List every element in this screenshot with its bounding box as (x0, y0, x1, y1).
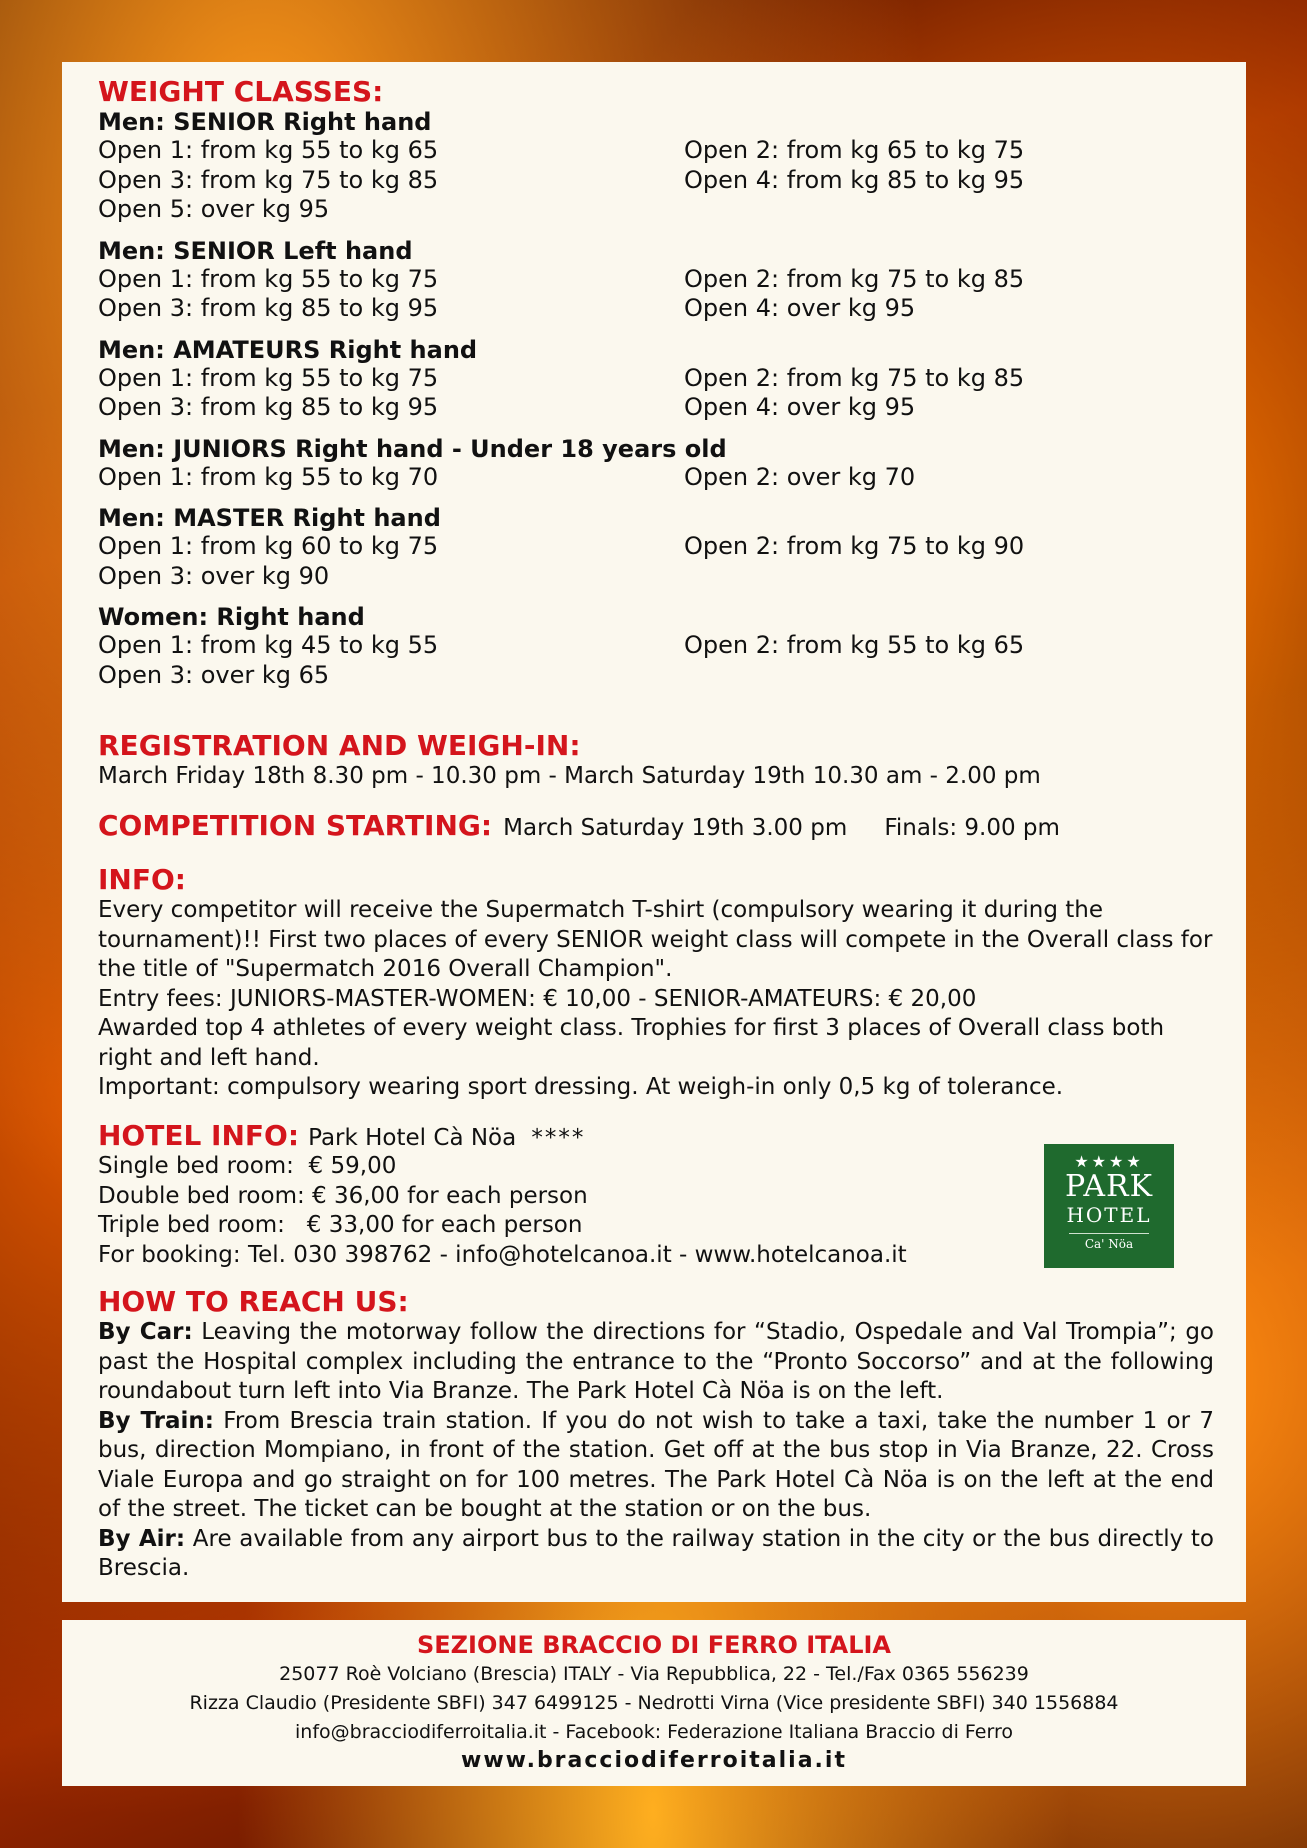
by-train-text: From Brescia train station. If you do not wish to take a taxi, take the number 1 or 7 bus, direction Mompiano, in front of the station. Get off at the bus stop in Via Branze, 22. Cross Viale Europa and go straight on for 100 metres. The Park Hotel Cà Nöa is on the left at the end of the street. The ticket can be bought at the station or on the bus. (98, 1407, 1214, 1522)
group-title: Women: Right hand (98, 603, 365, 631)
class-row (98, 562, 1214, 592)
group-women-right (98, 603, 1214, 690)
footer (62, 1620, 1246, 1786)
registration-heading: REGISTRATION AND WEIGH-IN: (98, 729, 581, 762)
by-air-text: Are available from any airport bus to the railway station in the city or the bus directly to Brescia. (98, 1525, 1215, 1581)
class-item: Open 2: from kg 65 to kg 75 (684, 136, 1025, 164)
class-item: Open 4: over kg 95 (684, 294, 916, 322)
by-car-label: By Car: (98, 1319, 193, 1345)
awards-text: Awarded top 4 athletes of every weight class. Trophies for first 3 places of Overall class both right and left hand. (98, 1015, 1165, 1071)
class-item: Open 2: from kg 75 to kg 85 (684, 363, 1025, 392)
hotel-section (98, 1120, 1006, 1270)
hotel-stars: **** (531, 1125, 586, 1151)
class-row (98, 136, 1214, 166)
class-item: Open 5: over kg 95 (98, 195, 330, 223)
footer-website-link[interactable]: www.bracciodiferroitalia.it (461, 1748, 847, 1773)
class-row (98, 463, 1214, 493)
group-senior-left (98, 237, 1214, 324)
class-item: Open 3: over kg 65 (98, 660, 330, 689)
info-section (98, 864, 1214, 1103)
competition-start: March Saturday 19th 3.00 pm (503, 815, 848, 841)
by-car (98, 1318, 1214, 1407)
hotel-heading: HOTEL INFO: (98, 1119, 300, 1152)
group-master-right (98, 504, 1214, 591)
class-item: Open 3: from kg 75 to kg 85 (98, 165, 439, 194)
class-item: Open 2: from kg 55 to kg 65 (684, 631, 1025, 659)
footer-contacts: Rizza Claudio (Presidente SBFI) 347 6499125 - Nedrotti Virna (Vice presidente SBFI) 340 1556884 (189, 1692, 1119, 1714)
competition-section (98, 810, 1214, 842)
double-room: Double bed room: € 36,00 for each person (98, 1182, 588, 1209)
class-row (98, 532, 1214, 562)
footer-address: 25077 Roè Volciano (Brescia) ITALY - Via Repubblica, 22 - Tel./Fax 0365 556239 (279, 1663, 1029, 1685)
class-item: Open 1: from kg 45 to kg 55 (98, 631, 439, 659)
by-air (98, 1525, 1214, 1584)
class-item: Open 2: from kg 75 to kg 90 (684, 532, 1025, 560)
class-item: Open 1: from kg 55 to kg 70 (98, 462, 439, 491)
class-item: Open 2: from kg 75 to kg 85 (684, 264, 1025, 293)
class-item: Open 4: from kg 85 to kg 95 (684, 165, 1025, 194)
reach-section (98, 1286, 1214, 1584)
group-title: Men: SENIOR Left hand (98, 236, 413, 265)
hotel-name: Park Hotel Cà Nöa (308, 1125, 517, 1151)
single-room: Single bed room: € 59,00 (98, 1153, 397, 1179)
logo-park: PARK (1064, 1169, 1154, 1204)
group-title: Men: AMATEURS Right hand (98, 335, 478, 364)
class-row (98, 661, 1214, 691)
class-row (98, 195, 1214, 225)
class-item: Open 4: over kg 95 (684, 393, 916, 421)
class-row (98, 265, 1214, 295)
group-amateurs-right (98, 336, 1214, 423)
group-title: Men: JUNIORS Right hand - Under 18 years old (98, 434, 727, 463)
class-item: Open 1: from kg 60 to kg 75 (98, 532, 439, 560)
weight-classes-section (98, 76, 1214, 690)
logo-canoa: Ca' Nöa (1069, 1233, 1149, 1251)
competition-finals: Finals: 9.00 pm (884, 815, 1060, 841)
by-air-label: By Air: (98, 1525, 186, 1552)
footer-email[interactable]: info@bracciodiferroitalia.it - Facebook: Federazione Italiana Braccio di Ferro (295, 1721, 1013, 1743)
class-row (98, 393, 1214, 423)
class-item: Open 3: over kg 90 (98, 561, 330, 590)
class-row (98, 631, 1214, 661)
group-senior-right (98, 108, 1214, 225)
by-train-label: By Train: (98, 1407, 214, 1434)
triple-room: Triple bed room: € 33,00 for each person (98, 1212, 583, 1238)
by-train (98, 1407, 1214, 1525)
main-panel (62, 62, 1246, 1602)
registration-text: March Friday 18th 8.30 pm - 10.30 pm - March Saturday 19th 10.30 am - 2.00 pm (98, 763, 1041, 789)
important-text: Important: compulsory wearing sport dressing. At weigh-in only 0,5 kg of tolerance. (98, 1074, 1064, 1100)
reach-heading: HOW TO REACH US: (98, 1285, 409, 1318)
group-title: Men: MASTER Right hand (98, 504, 441, 532)
class-row (98, 294, 1214, 324)
competition-heading: COMPETITION STARTING: (98, 809, 493, 842)
class-item: Open 3: from kg 85 to kg 95 (98, 294, 439, 322)
weight-classes-heading: WEIGHT CLASSES: (98, 75, 384, 108)
class-item: Open 1: from kg 55 to kg 65 (98, 136, 439, 164)
footer-title: SEZIONE BRACCIO DI FERRO ITALIA (416, 1631, 892, 1659)
class-row (98, 166, 1214, 196)
info-heading: INFO: (98, 863, 186, 896)
park-hotel-logo (1044, 1144, 1174, 1268)
group-juniors-right (98, 435, 1214, 493)
class-item: Open 2: over kg 70 (684, 462, 916, 491)
class-item: Open 1: from kg 55 to kg 75 (98, 264, 439, 293)
class-row (98, 364, 1214, 394)
logo-hotel: HOTEL (1066, 1203, 1152, 1227)
class-item: Open 1: from kg 55 to kg 75 (98, 363, 439, 392)
by-car-text: Leaving the motorway follow the directions for “Stadio, Ospedale and Val Trompia”; go past the Hospital complex including the entrance to the “Pronto Soccorso” and at the following roundabout turn left into Via Branze. The Park Hotel Cà Nöa is on the left. (98, 1319, 1214, 1404)
info-paragraph: Every competitor will receive the Supermatch T-shirt (compulsory wearing it during the tournament)!! First two places of every SENIOR weight class will compete in the Overall class for the title of "Supermatch 2016 Overall Champion". (98, 897, 1213, 982)
entry-fees: Entry fees: JUNIORS-MASTER-WOMEN: € 10,00 - SENIOR-AMATEURS: € 20,00 (98, 985, 977, 1012)
group-title: Men: SENIOR Right hand (98, 108, 432, 136)
booking-info: For booking: Tel. 030 398762 - info@hotelcanoa.it - www.hotelcanoa.it (98, 1241, 907, 1268)
class-item: Open 3: from kg 85 to kg 95 (98, 393, 439, 421)
logo-stars: ★★★★ (1074, 1152, 1144, 1171)
registration-section (98, 730, 1214, 792)
